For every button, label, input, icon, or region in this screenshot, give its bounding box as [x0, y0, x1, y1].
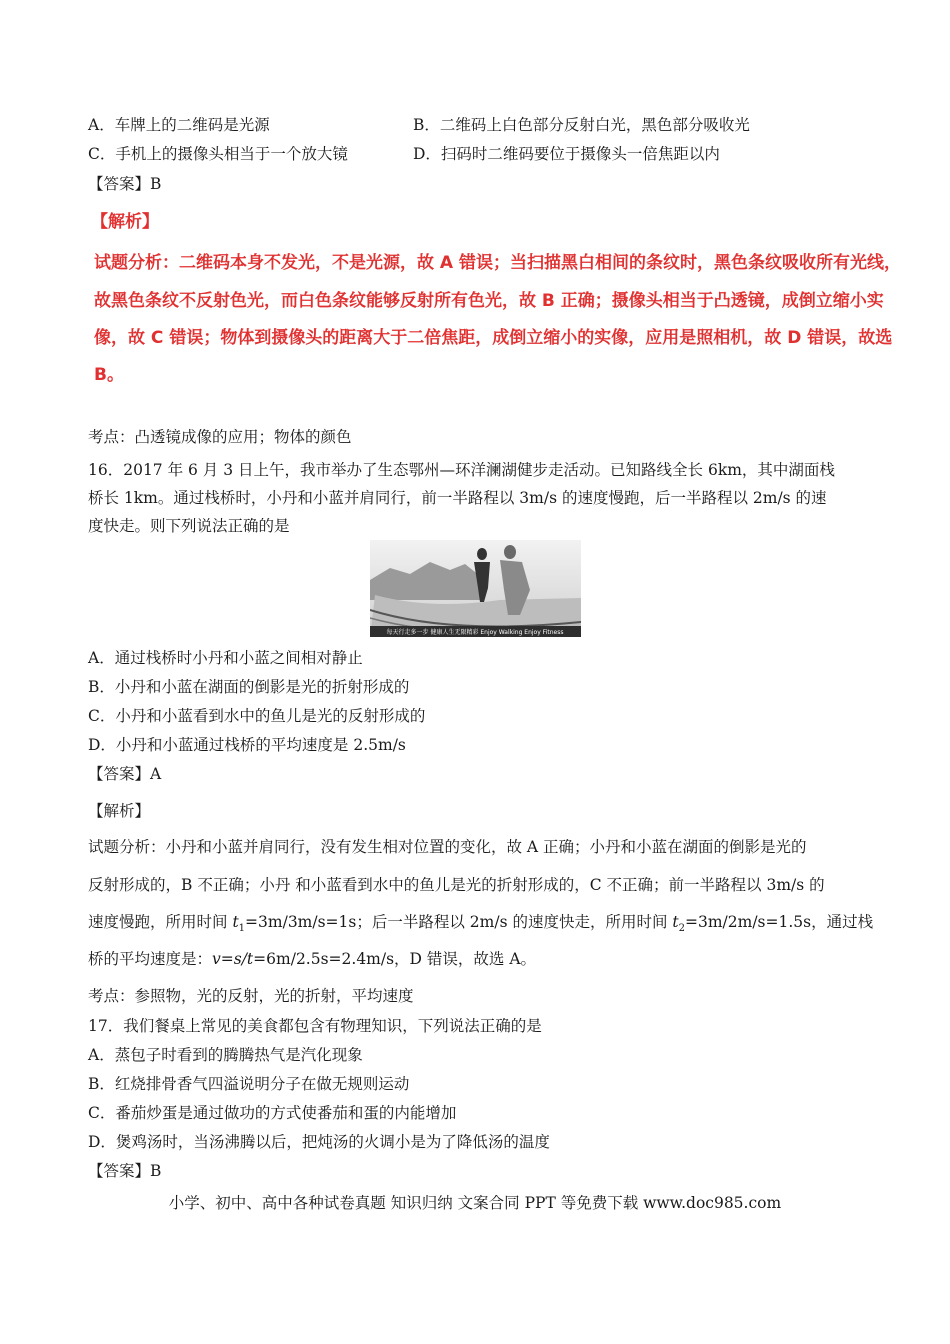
speed-formula: v=s/t — [212, 950, 254, 968]
t1-subscript: 1 — [238, 923, 246, 935]
walking-event-illustration — [370, 540, 581, 637]
q17-option-a: A．蒸包子时看到的腾腾热气是汽化现象 — [88, 1046, 363, 1064]
q16-stem-line: 度快走。则下列说法正确的是 — [88, 517, 290, 535]
q15-option-d: D．扫码时二维码要位于摄像头一倍焦距以内 — [413, 145, 720, 163]
q15-analysis-title: 【解析】 — [91, 212, 159, 232]
time-symbol-t2: t — [672, 913, 679, 931]
q17-option-c: C．番茄炒蛋是通过做功的方式使番茄和蛋的内能增加 — [88, 1104, 457, 1122]
q16-answer: 【答案】A — [88, 765, 162, 783]
q15-option-c: C．手机上的摄像头相当于一个放大镜 — [88, 145, 348, 163]
q16-option-c: C．小丹和小蓝看到水中的鱼儿是光的反射形成的 — [88, 707, 426, 725]
q15-analysis-line: 像，故 C 错误；物体到摄像头的距离大于二倍焦距，成倒立缩小的实像，应用是照相机，故 D 错误，故选 — [94, 328, 893, 348]
t2-subscript: 2 — [678, 923, 685, 935]
q16-analysis-title: 【解析】 — [88, 802, 151, 820]
q15-answer: 【答案】B — [88, 175, 162, 193]
q16-option-a: A．通过栈桥时小丹和小蓝之间相对静止 — [88, 649, 363, 667]
q15-option-a: A．车牌上的二维码是光源 — [88, 116, 270, 134]
q16-option-d: D．小丹和小蓝通过栈桥的平均速度是 2.5m/s — [88, 736, 406, 754]
analysis-text: =6m/2.5s=2.4m/s，D 错误，故选 A。 — [253, 950, 537, 968]
photo-caption: 每天行走多一步 健康人生无限精彩 Enjoy Walking Enjoy Fitness — [386, 629, 564, 636]
q17-option-d: D．煲鸡汤时，当汤沸腾以后，把炖汤的火调小是为了降低汤的温度 — [88, 1133, 550, 1151]
q16-analysis-line — [88, 911, 873, 940]
page-footer: 小学、初中、高中各种试卷真题 知识归纳 文案合同 PPT 等免费下载 www.doc985.com — [168, 1194, 782, 1212]
q17-option-b: B．红烧排骨香气四溢说明分子在做无规则运动 — [88, 1075, 410, 1093]
q15-analysis-line: 故黑色条纹不反射色光，而白色条纹能够反射所有色光，故 B 正确；摄像头相当于凸透镜，成倒立缩小实 — [94, 291, 884, 311]
q17-answer: 【答案】B — [88, 1162, 162, 1180]
time-symbol-t1: t — [232, 913, 239, 931]
q16-analysis-line: 试题分析：小丹和小蓝并肩同行，没有发生相对位置的变化，故 A 正确；小丹和小蓝在湖面的倒影是光的 — [88, 838, 807, 856]
q16-analysis-line: 反射形成的，B 不正确；小丹 和小蓝看到水中的鱼儿是光的折射形成的，C 不正确；前一半路程以 3m/s 的 — [88, 876, 825, 894]
q15-option-b: B．二维码上白色部分反射白光，黑色部分吸收光 — [413, 116, 750, 134]
analysis-text: =3m/2m/s=1.5s，通过栈 — [684, 913, 874, 931]
analysis-text: =3m/3m/s=1s；后一半路程以 2m/s 的速度快走，所用时间 — [245, 913, 673, 931]
walking-event-photo — [370, 540, 581, 637]
q16-analysis-line — [88, 948, 536, 970]
q15-analysis-line: B。 — [94, 365, 124, 385]
q16-option-b: B．小丹和小蓝在湖面的倒影是光的折射形成的 — [88, 678, 410, 696]
q15-analysis-line: 试题分析：二维码本身不发光，不是光源，故 A 错误；当扫描黑白相间的条纹时，黑色条纹吸收所有光线， — [94, 253, 901, 273]
q16-kaodian: 考点：参照物，光的反射，光的折射，平均速度 — [88, 987, 414, 1005]
q16-stem-line: 16．2017 年 6 月 3 日上午，我市举办了生态鄂州—环洋澜湖健步走活动。已知路线全长 6km，其中湖面栈 — [88, 461, 835, 479]
q16-stem-line: 桥长 1km。通过栈桥时，小丹和小蓝并肩同行，前一半路程以 3m/s 的速度慢跑，后一半路程以 2m/s 的速 — [88, 489, 827, 507]
analysis-text: 速度慢跑，所用时间 — [88, 913, 233, 931]
analysis-text: 桥的平均速度是： — [88, 950, 213, 968]
q17-stem: 17．我们餐桌上常见的美食都包含有物理知识，下列说法正确的是 — [88, 1017, 542, 1035]
q15-kaodian: 考点：凸透镜成像的应用；物体的颜色 — [88, 428, 352, 446]
